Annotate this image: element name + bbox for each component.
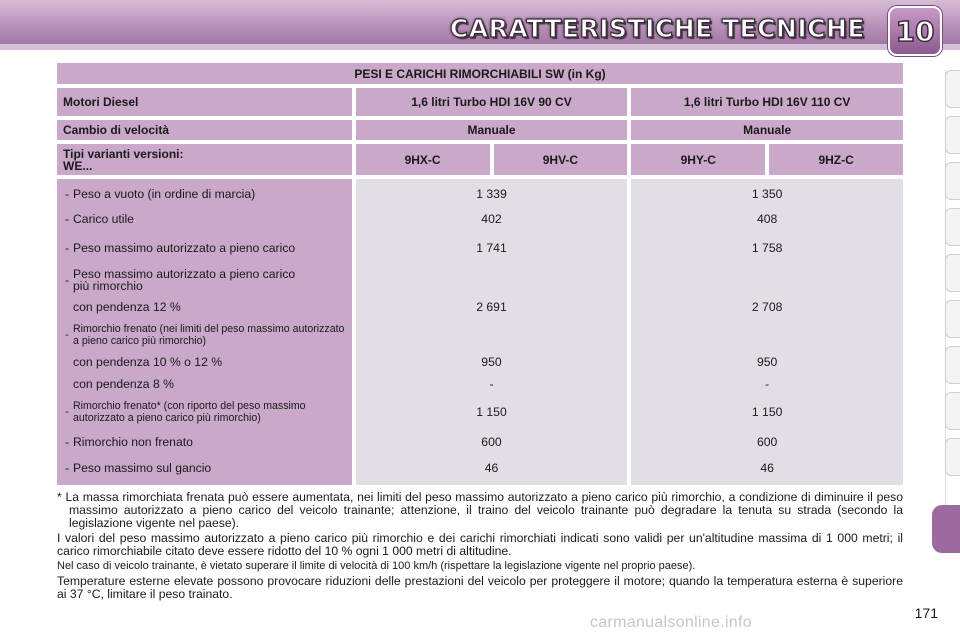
chapter-tab-active[interactable] xyxy=(932,505,960,553)
table-row-label: - Rimorchio non frenato xyxy=(64,435,193,449)
value-column-110cv xyxy=(631,179,903,485)
gearbox-label: Cambio di velocità xyxy=(57,120,352,140)
table-cell xyxy=(631,319,903,351)
chapter-badge xyxy=(888,6,942,56)
table-cell: 402 xyxy=(481,211,502,226)
table-row-label: - Peso a vuoto (in ordine di marcia) xyxy=(64,186,256,201)
footnote-text: * La massa rimorchiata frenata può essere aumentata, nei limiti del peso massimo autorizzato a pieno carico più rimorchio, a condizione di diminuire il peso massimo autorizzato a pieno carico del veicolo trainante; attenzione, il traino del veicolo trainante può degradare la tenuta su strada (secondo la legislazione vigente nel paese). xyxy=(57,490,903,530)
weights-table xyxy=(57,63,903,485)
variant-9hx: 9HX-C xyxy=(356,144,490,175)
table-cell: 1 758 xyxy=(751,241,783,255)
page-number: 171 xyxy=(914,605,938,621)
table-cell: 950 xyxy=(756,355,778,369)
chapter-tab[interactable] xyxy=(945,438,960,476)
table-cell: 1 350 xyxy=(751,186,783,201)
engine-label: Motori Diesel xyxy=(57,88,352,116)
table-cell: 2 691 xyxy=(476,300,507,314)
gearbox-90cv: Manuale xyxy=(356,120,628,140)
chapter-number: 10 xyxy=(895,14,935,48)
table-cell: 46 xyxy=(760,461,774,475)
table-caption: PESI E CARICHI RIMORCHIABILI SW (in Kg) xyxy=(57,63,903,84)
engine-90cv: 1,6 litri Turbo HDI 16V 90 CV xyxy=(356,88,628,116)
chapter-tab[interactable] xyxy=(945,254,960,292)
table-cell: - xyxy=(489,377,494,391)
engine-110cv: 1,6 litri Turbo HDI 16V 110 CV xyxy=(631,88,903,116)
label-column xyxy=(57,179,352,485)
watermark-text: carmanualsonline.info xyxy=(590,614,752,631)
variants-label xyxy=(57,144,352,175)
table-cell xyxy=(356,319,628,351)
gearbox-110cv: Manuale xyxy=(631,120,903,140)
table-cell: 2 708 xyxy=(751,300,783,314)
table-row-label: - Peso massimo sul gancio xyxy=(64,461,212,475)
table-row-label: - Carico utile xyxy=(64,211,134,226)
table-cell xyxy=(356,265,628,295)
header-band xyxy=(0,44,960,50)
table-row-label: - Peso massimo autorizzato a pieno carico più rimorchio xyxy=(64,267,296,293)
variant-9hv: 9HV-C xyxy=(494,144,628,175)
table-cell: 408 xyxy=(756,211,778,226)
table-cell: 46 xyxy=(484,461,499,475)
chapter-tab[interactable] xyxy=(945,70,960,108)
page-header xyxy=(0,0,960,50)
value-column-90cv xyxy=(356,179,628,485)
table-row-label: con pendenza 8 % xyxy=(73,377,174,391)
chapter-tab[interactable] xyxy=(945,346,960,384)
chapter-tab[interactable] xyxy=(945,162,960,200)
temperature-note: Temperature esterne elevate possono provocare riduzioni delle prestazioni del veicolo per proteggere il motore; quando la temperatura esterna è superiore ai 37 °C, limitare il peso trainato. xyxy=(57,574,903,601)
table-row-label: con pendenza 12 % xyxy=(73,300,181,314)
notes-section xyxy=(57,491,903,603)
chapter-tab[interactable] xyxy=(945,300,960,338)
variant-9hz: 9HZ-C xyxy=(769,144,903,175)
page-title: CARATTERISTICHE TECNICHE xyxy=(449,14,865,43)
table-cell: 1 741 xyxy=(476,241,507,255)
table-row-label: - Rimorchio frenato* (con riporto del peso massimo autorizzato a pieno carico più rimorchio) xyxy=(65,400,306,424)
speed-note: Nel caso di veicolo trainante, è vietato superare il limite di velocità di 100 km/h (rispettare la legislazione vigente nel proprio paese). xyxy=(57,560,696,572)
table-cell: 950 xyxy=(481,355,502,369)
variants-label-line2: WE... xyxy=(63,158,93,173)
table-cell: 1 150 xyxy=(476,405,507,419)
table-cell: 1 339 xyxy=(476,186,507,201)
chapter-tab[interactable] xyxy=(945,208,960,246)
table-cell: 600 xyxy=(481,435,502,449)
table-row-label: - Peso massimo autorizzato a pieno carico xyxy=(64,241,296,255)
table-row-label: con pendenza 10 % o 12 % xyxy=(73,355,223,369)
table-cell: 600 xyxy=(756,435,778,449)
table-row-label: - Rimorchio frenato (nei limiti del peso massimo autorizzato a pieno carico più rimorchio) xyxy=(65,323,345,347)
chapter-tab[interactable] xyxy=(945,392,960,430)
table-body xyxy=(57,179,903,485)
variants-label-line1: Tipi varianti versioni: xyxy=(63,146,184,161)
altitude-note: I valori del peso massimo autorizzato a pieno carico più rimorchio e dei carichi rimorchiati indicati sono validi per un'altitudine massima di 1 000 metri; il carico rimorchiabile citato deve essere ridotto del 10 % ogni 1 000 metri di altitudine. xyxy=(57,531,903,558)
chapter-tab[interactable] xyxy=(945,116,960,154)
variant-9hy: 9HY-C xyxy=(631,144,765,175)
table-cell xyxy=(631,265,903,295)
table-cell: 1 150 xyxy=(751,405,783,419)
table-cell: - xyxy=(765,377,770,391)
